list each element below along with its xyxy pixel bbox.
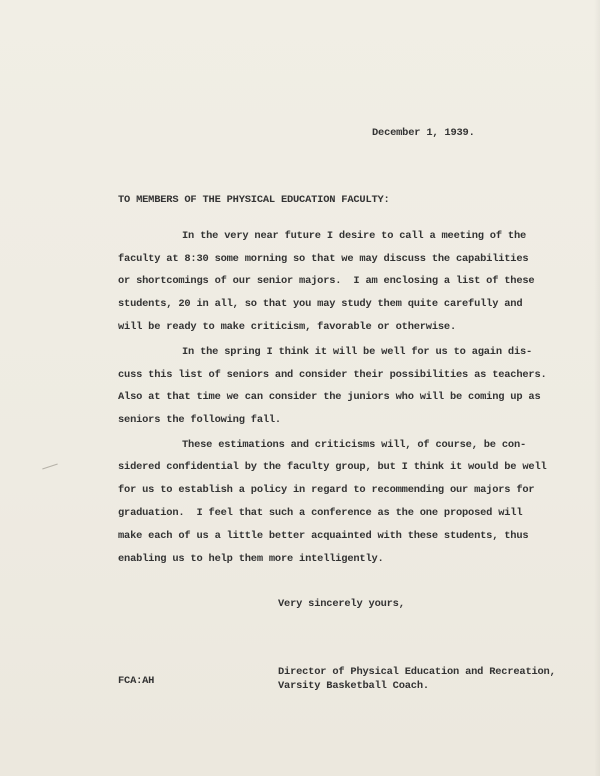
body-line: graduation. I feel that such a conference as the one proposed will: [118, 507, 523, 519]
body-line: enabling us to help them more intelligently.: [118, 553, 384, 565]
body-line: In the very near future I desire to call a meeting of the: [182, 230, 527, 242]
body-line: In the spring I think it will be well for us to again dis-: [182, 346, 533, 358]
body-line: students, 20 in all, so that you may study them quite carefully and: [118, 298, 523, 310]
body-line: or shortcomings of our senior majors. I am enclosing a list of these: [118, 275, 535, 287]
pencil-mark: [42, 464, 58, 470]
body-line: Also at that time we can consider the juniors who will be coming up as: [118, 391, 541, 403]
body-line: These estimations and criticisms will, of course, be con-: [182, 439, 527, 451]
signature-title-line: Director of Physical Education and Recreation,: [278, 666, 556, 678]
body-line: faculty at 8:30 some morning so that we may discuss the capabilities: [118, 253, 529, 265]
signature-title-line: Varsity Basketball Coach.: [278, 680, 429, 692]
body-line: seniors the following fall.: [118, 414, 281, 426]
reference-initials: FCA:AH: [118, 675, 155, 687]
page-edge-shadow: [594, 0, 600, 776]
body-line: sidered confidential by the faculty group, but I think it would be well: [118, 461, 547, 473]
salutation: TO MEMBERS OF THE PHYSICAL EDUCATION FACULTY:: [118, 194, 390, 206]
body-line: will be ready to make criticism, favorable or otherwise.: [118, 321, 456, 333]
body-line: for us to establish a policy in regard to recommending our majors for: [118, 484, 535, 496]
closing: Very sincerely yours,: [278, 598, 405, 610]
body-line: make each of us a little better acquainted with these students, thus: [118, 530, 529, 542]
letter-date: December 1, 1939.: [372, 127, 475, 139]
body-line: cuss this list of seniors and consider their possibilities as teachers.: [118, 369, 547, 381]
